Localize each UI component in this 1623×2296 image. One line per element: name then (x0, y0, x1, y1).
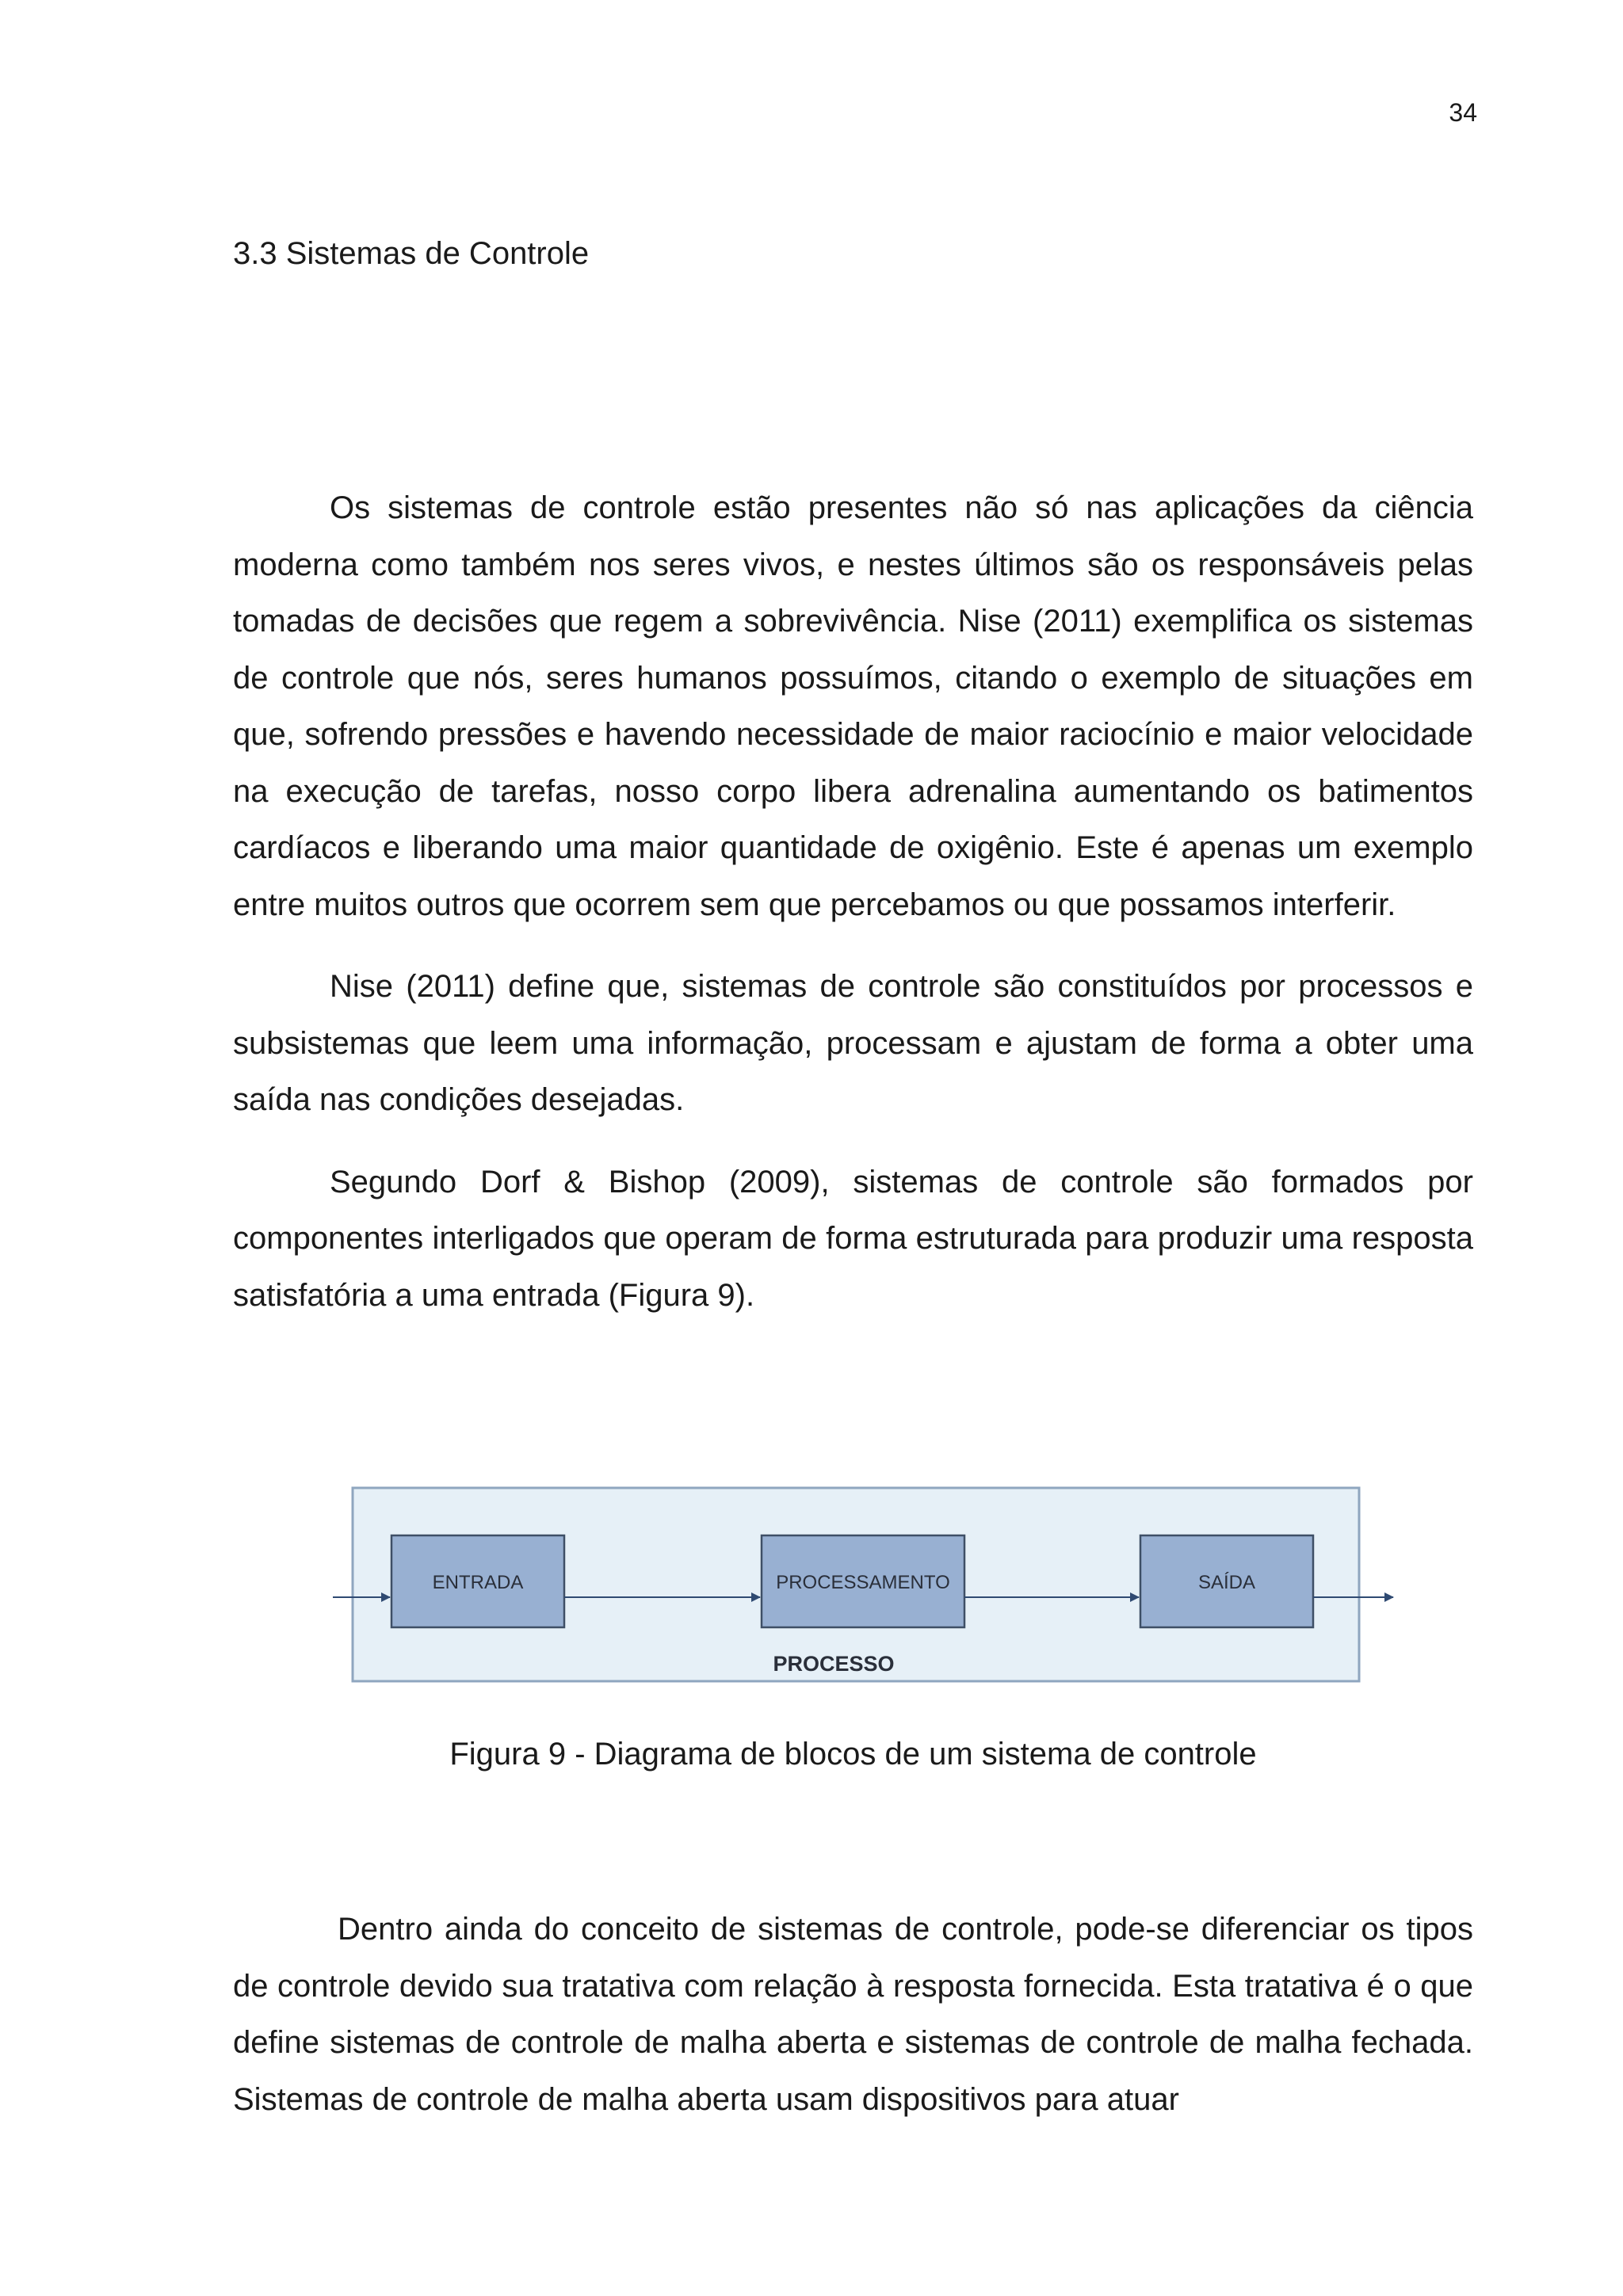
block-diagram (333, 1486, 1395, 1695)
paragraph: Dentro ainda do conceito de sistemas de controle, pode-se diferenciar os tipos de controle devido sua tratativa com relação à resposta fornecida. Esta tratativa é o que define sistemas de controle de malha aberta e sistemas de controle de malha fechada. Sistemas de controle de malha aberta usam dispositivos para atuar (233, 1912, 1473, 2117)
container-label: PROCESSO (773, 1652, 895, 1676)
paragraph: Nise (2011) define que, sistemas de controle são constituídos por processos e subsistemas que leem uma informação, processam e ajustam de forma a obter uma saída nas condições desejadas. (233, 969, 1473, 1117)
paragraph: Os sistemas de controle estão presentes não só nas aplicações da ciência moderna como também nos seres vivos, e nestes últimos são os responsáveis pelas tomadas de decisões que regem a sobrevivência. Nise (2011) exemplifica os sistemas de controle que nós, seres humanos possuímos, citando o exemplo de situações em que, sofrendo pressões e havendo necessidade de maior raciocínio e maior velocidade na execução de tarefas, nosso corpo libera adrenalina aumentando os batimentos cardíacos e liberando uma maior quantidade de oxigênio. Este é apenas um exemplo entre muitos outros que ocorrem sem que percebamos ou que possamos interferir. (233, 490, 1473, 922)
section-heading: 3.3 Sistemas de Controle (233, 236, 590, 271)
page-number: 34 (1449, 98, 1477, 127)
body-text-bottom (233, 1901, 1473, 2153)
block-diagram-figure (333, 1486, 1395, 1695)
paragraph: Segundo Dorf & Bishop (2009), sistemas de controle são formados por componentes interligados que operam de forma estruturada para produzir uma resposta satisfatória a uma entrada (Figura 9). (233, 1164, 1473, 1313)
figure-caption: Figura 9 - Diagrama de blocos de um sistema de controle (449, 1737, 1257, 1772)
block-label-entrada: ENTRADA (432, 1572, 524, 1593)
body-text-top (233, 480, 1473, 1349)
block-label-processamento: PROCESSAMENTO (776, 1572, 950, 1593)
block-label-saida: SAÍDA (1197, 1572, 1256, 1593)
